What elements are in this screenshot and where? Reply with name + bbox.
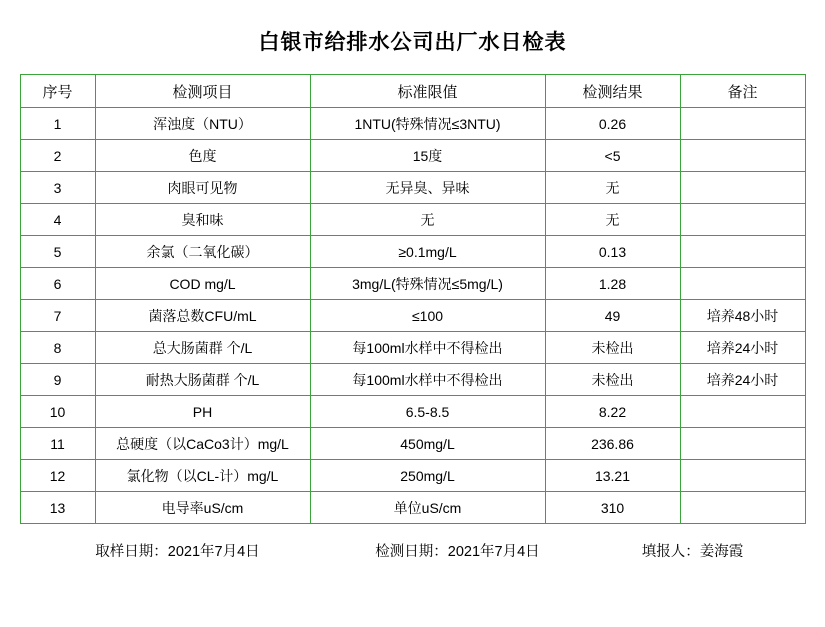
- cell-remark: [680, 204, 805, 236]
- cell-remark: 培养24小时: [680, 332, 805, 364]
- cell-result: 236.86: [545, 428, 680, 460]
- cell-remark: [680, 460, 805, 492]
- testing-date: 检测日期：2021年7月4日: [375, 544, 540, 560]
- cell-remark: [680, 396, 805, 428]
- cell-item: 耐热大肠菌群 个/L: [95, 364, 310, 396]
- column-header-item: 检测项目: [95, 75, 310, 108]
- cell-no: 1: [20, 108, 95, 140]
- table-row: [20, 172, 805, 204]
- cell-std: 单位uS/cm: [310, 492, 545, 524]
- table-row: [20, 428, 805, 460]
- cell-result: 未检出: [545, 332, 680, 364]
- cell-std: 1NTU(特殊情况≤3NTU): [310, 108, 545, 140]
- cell-no: 12: [20, 460, 95, 492]
- column-header-no: 序号: [20, 75, 95, 108]
- column-header-std: 标准限值: [310, 75, 545, 108]
- table-row: [20, 108, 805, 140]
- cell-remark: [680, 428, 805, 460]
- cell-remark: [680, 140, 805, 172]
- cell-no: 9: [20, 364, 95, 396]
- cell-result: 0.13: [545, 236, 680, 268]
- cell-no: 10: [20, 396, 95, 428]
- cell-remark: [680, 492, 805, 524]
- table-row: [20, 460, 805, 492]
- table-row: [20, 364, 805, 396]
- cell-std: 250mg/L: [310, 460, 545, 492]
- cell-std: 每100ml水样中不得检出: [310, 332, 545, 364]
- cell-remark: 培养48小时: [680, 300, 805, 332]
- document-footer: [33, 540, 793, 561]
- cell-std: 每100ml水样中不得检出: [310, 364, 545, 396]
- cell-result: 无: [545, 172, 680, 204]
- cell-std: 无: [310, 204, 545, 236]
- table-header-row: [20, 75, 805, 108]
- cell-result: 8.22: [545, 396, 680, 428]
- cell-result: 310: [545, 492, 680, 524]
- cell-result: 无: [545, 204, 680, 236]
- cell-std: 无异臭、异味: [310, 172, 545, 204]
- cell-item: 氯化物（以CL-计）mg/L: [95, 460, 310, 492]
- sampling-date: 取样日期：2021年7月4日: [95, 544, 260, 560]
- table-row: [20, 396, 805, 428]
- cell-item: 浑浊度（NTU）: [95, 108, 310, 140]
- cell-no: 3: [20, 172, 95, 204]
- cell-result: 49: [545, 300, 680, 332]
- table-body: [20, 108, 805, 524]
- cell-item: 菌落总数CFU/mL: [95, 300, 310, 332]
- cell-std: ≤100: [310, 300, 545, 332]
- table-row: [20, 204, 805, 236]
- cell-std: ≥0.1mg/L: [310, 236, 545, 268]
- cell-no: 11: [20, 428, 95, 460]
- cell-item: COD mg/L: [95, 268, 310, 300]
- cell-result: 13.21: [545, 460, 680, 492]
- table-row: [20, 300, 805, 332]
- column-header-remark: 备注: [680, 75, 805, 108]
- table-row: [20, 268, 805, 300]
- cell-no: 6: [20, 268, 95, 300]
- cell-no: 5: [20, 236, 95, 268]
- cell-std: 3mg/L(特殊情况≤5mg/L): [310, 268, 545, 300]
- cell-item: 总硬度（以CaCo3计）mg/L: [95, 428, 310, 460]
- cell-result: <5: [545, 140, 680, 172]
- page-title: 白银市给排水公司出厂水日检表: [258, 31, 567, 54]
- cell-std: 450mg/L: [310, 428, 545, 460]
- cell-remark: 培养24小时: [680, 364, 805, 396]
- table-row: [20, 236, 805, 268]
- cell-std: 6.5-8.5: [310, 396, 545, 428]
- table-row: [20, 332, 805, 364]
- cell-result: 0.26: [545, 108, 680, 140]
- filled-by: 填报人：姜海霞: [641, 544, 744, 560]
- cell-remark: [680, 268, 805, 300]
- cell-item: 总大肠菌群 个/L: [95, 332, 310, 364]
- cell-item: 臭和味: [95, 204, 310, 236]
- cell-remark: [680, 108, 805, 140]
- cell-item: PH: [95, 396, 310, 428]
- table-row: [20, 140, 805, 172]
- table-row: [20, 492, 805, 524]
- cell-remark: [680, 236, 805, 268]
- document-page: [0, 26, 825, 627]
- cell-item: 肉眼可见物: [95, 172, 310, 204]
- table-header: [20, 75, 805, 108]
- cell-item: 电导率uS/cm: [95, 492, 310, 524]
- cell-no: 8: [20, 332, 95, 364]
- cell-item: 余氯（二氧化碳）: [95, 236, 310, 268]
- column-header-result: 检测结果: [545, 75, 680, 108]
- cell-no: 7: [20, 300, 95, 332]
- cell-std: 15度: [310, 140, 545, 172]
- cell-remark: [680, 172, 805, 204]
- cell-no: 13: [20, 492, 95, 524]
- cell-result: 未检出: [545, 364, 680, 396]
- cell-result: 1.28: [545, 268, 680, 300]
- cell-no: 2: [20, 140, 95, 172]
- cell-item: 色度: [95, 140, 310, 172]
- cell-no: 4: [20, 204, 95, 236]
- water-test-table: [20, 74, 806, 524]
